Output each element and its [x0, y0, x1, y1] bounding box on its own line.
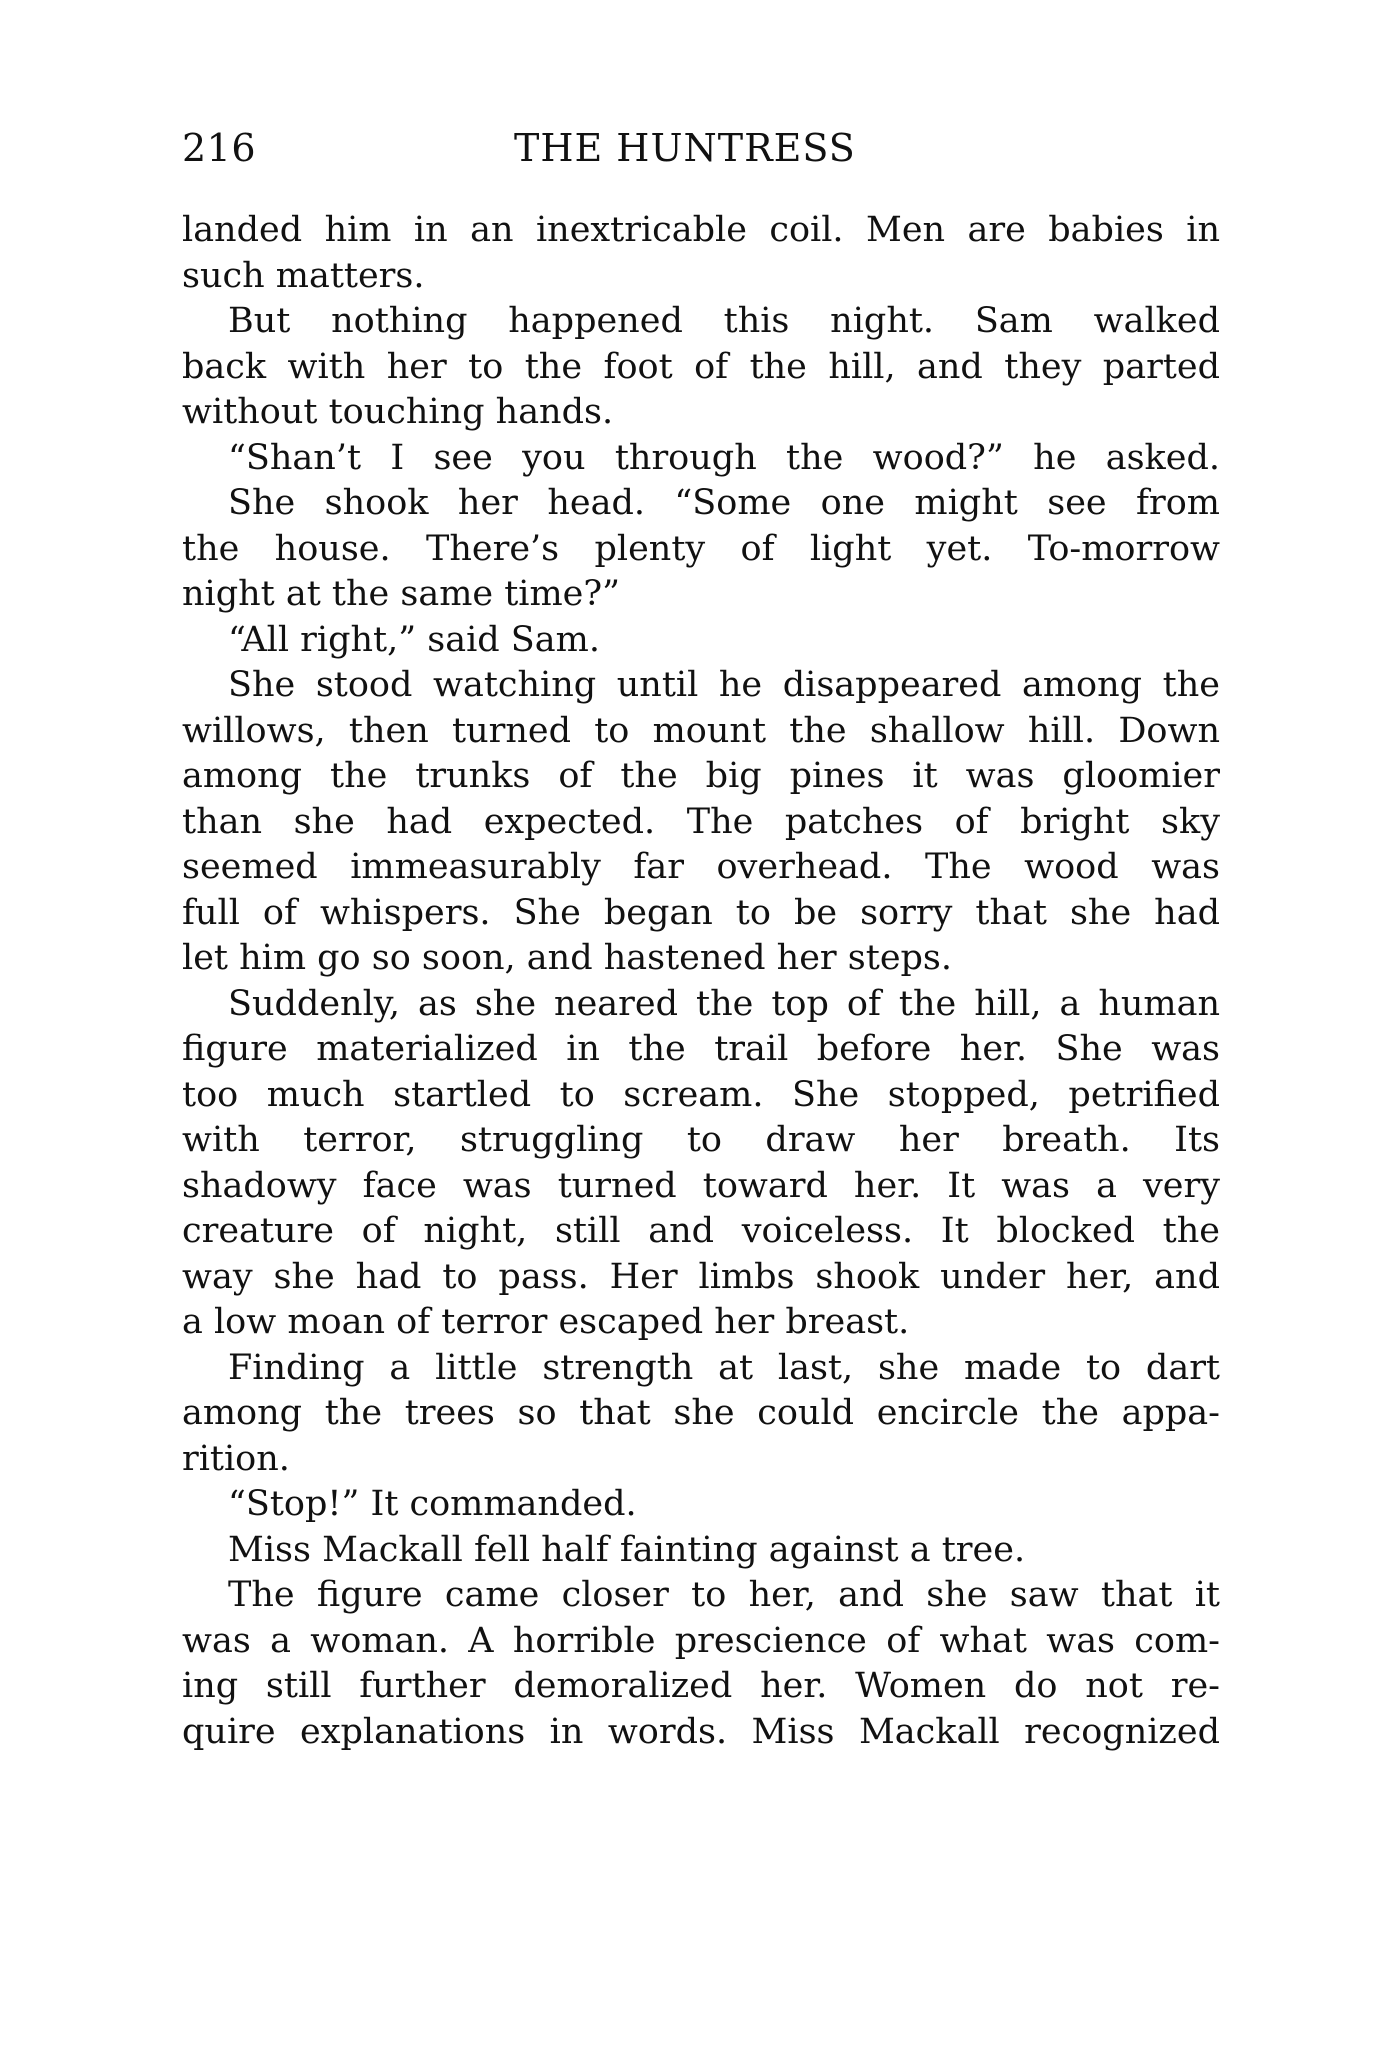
text-line: quire explanations in words. Miss Mackall recognized	[182, 1711, 1220, 1752]
text-line: with terror, struggling to draw her breath. Its	[182, 1120, 1220, 1160]
text-line: among the trunks of the big pines it was gloomier	[182, 756, 1220, 796]
text-line: too much startled to scream. She stopped, petrified	[182, 1074, 1220, 1115]
text-line: The figure came closer to her, and she saw that it	[228, 1575, 1220, 1615]
text-line: Finding a little strength at last, she made to dart	[228, 1347, 1220, 1388]
text-line: a low moan of terror escaped her breast.	[182, 1302, 910, 1342]
text-line: Miss Mackall fell half fainting against a tree.	[228, 1529, 1026, 1570]
text-line: without touching hands.	[182, 392, 614, 432]
text-line: “Stop!” It commanded.	[228, 1484, 637, 1524]
text-line: rition.	[182, 1438, 290, 1479]
body-text	[182, 208, 1220, 1755]
text-line: night at the same time?”	[182, 574, 621, 614]
text-line: ing still further demoralized her. Women do not re-	[182, 1666, 1220, 1706]
text-line: full of whispers. She began to be sorry that she had	[182, 892, 1220, 933]
text-line: But nothing happened this night. Sam walked	[228, 301, 1220, 341]
text-line: among the trees so that she could encircle the appa-	[182, 1393, 1220, 1433]
text-line: willows, then turned to mount the shallow hill. Down	[182, 710, 1220, 751]
page-number: 216	[182, 126, 257, 170]
text-line: the house. There’s plenty of light yet. To-morrow	[182, 528, 1220, 569]
running-title: THE HUNTRESS	[514, 126, 856, 170]
text-line: “All right,” said Sam.	[228, 619, 600, 660]
text-line: let him go so soon, and hastened her steps.	[182, 938, 953, 978]
text-line: way she had to pass. Her limbs shook under her, and	[182, 1256, 1220, 1297]
text-line: figure materialized in the trail before her. She was	[182, 1029, 1220, 1069]
text-line: “Shan’t I see you through the wood?” he asked.	[228, 437, 1220, 478]
text-line: shadowy face was turned toward her. It was a very	[182, 1165, 1220, 1206]
page-header	[182, 118, 1220, 178]
text-line: landed him in an inextricable coil. Men are babies in	[182, 210, 1220, 250]
text-line: She shook her head. “Some one might see from	[228, 483, 1220, 523]
text-line: Suddenly, as she neared the top of the hill, a human	[228, 983, 1220, 1024]
text-line: back with her to the foot of the hill, and they parted	[182, 346, 1220, 387]
text-line: such matters.	[182, 255, 425, 296]
text-line: She stood watching until he disappeared among the	[228, 665, 1220, 705]
text-line: was a woman. A horrible prescience of what was com-	[182, 1620, 1220, 1661]
text-line: than she had expected. The patches of bright sky	[182, 801, 1220, 842]
text-line: seemed immeasurably far overhead. The wood was	[182, 847, 1220, 887]
text-line: creature of night, still and voiceless. It blocked the	[182, 1211, 1220, 1251]
